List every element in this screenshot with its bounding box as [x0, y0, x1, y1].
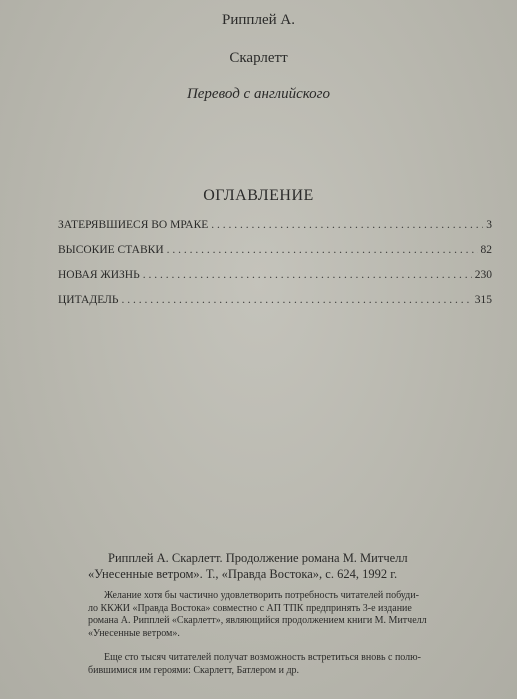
author-name: Рипплей А.: [222, 12, 295, 28]
note-line: романа А. Рипплей «Скарлетт», являющийся продолжением книги М. Митчелл: [88, 615, 427, 626]
bibliography-line: Рипплей А. Скарлетт. Продолжение романа М. Митчелл: [108, 551, 408, 565]
table-of-contents: [58, 219, 492, 319]
bibliographic-record: [88, 550, 490, 582]
translation-note: Перевод с английского: [186, 86, 331, 102]
book-title: Скарлетт: [229, 50, 288, 66]
note-line: Еще сто тысяч читателей получат возможность встретиться вновь с полю-: [104, 652, 421, 663]
note-line: ло ККЖИ «Правда Востока» совместно с АП ТПК предпринять 3-е издание: [88, 602, 412, 614]
toc-entry: [58, 219, 492, 244]
toc-entry: [58, 294, 492, 319]
publisher-note-paragraph: [88, 652, 492, 677]
toc-entry-page: 315: [474, 294, 492, 306]
toc-entry-page: 82: [480, 244, 492, 256]
note-line: Желание хотя бы частично удовлетворить потребность читателей побуди-: [104, 590, 419, 601]
toc-entry-title: ЦИТАДЕЛЬ: [58, 294, 119, 306]
toc-leader-dots: [143, 269, 472, 281]
toc-entry-title: ВЫСОКИЕ СТАВКИ: [58, 244, 164, 256]
toc-entry-page: 230: [474, 269, 492, 281]
publisher-note-paragraph: [88, 590, 492, 640]
toc-entry: [58, 269, 492, 294]
toc-entry-title: ЗАТЕРЯВШИЕСЯ ВО МРАКЕ: [58, 219, 209, 231]
note-line: бившимися им героями: Скарлетт, Батлером и др.: [88, 664, 300, 676]
bibliography-line: «Унесенные ветром». Т., «Правда Востока», с. 624, 1992 г.: [88, 567, 398, 581]
note-line: «Унесенные ветром».: [88, 627, 180, 639]
toc-entry-page: 3: [486, 219, 492, 231]
toc-leader-dots: [122, 294, 472, 306]
toc-entry: [58, 244, 492, 269]
toc-entry-title: НОВАЯ ЖИЗНЬ: [58, 269, 140, 281]
toc-leader-dots: [167, 244, 478, 256]
toc-leader-dots: [211, 219, 483, 231]
toc-heading: ОГЛАВЛЕНИЕ: [203, 187, 314, 204]
